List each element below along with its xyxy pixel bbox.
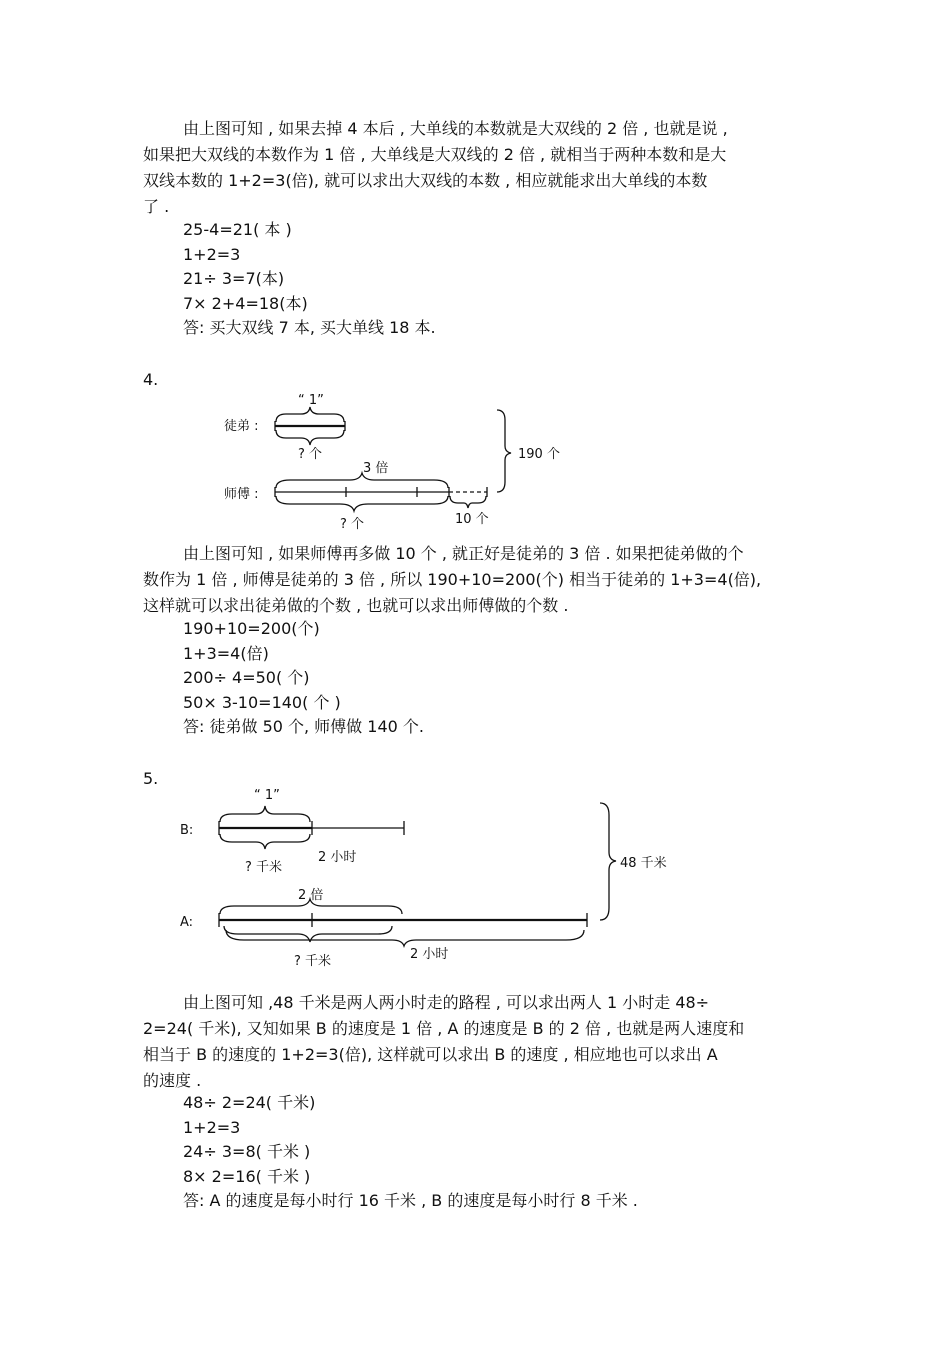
a-label: A:: [180, 915, 194, 930]
times-label: 3 倍: [363, 461, 389, 476]
times-label: 2 倍: [298, 888, 324, 903]
a-hours: 2 小时: [410, 947, 449, 962]
equation: 1+3=4(倍): [183, 643, 269, 663]
shifu-question: ? 个: [340, 517, 365, 532]
equation: 50× 3-10=140( 个 ): [183, 692, 341, 712]
answer-line: 答: 徒弟做 50 个, 师傅做 140 个.: [183, 717, 424, 736]
equation: 7× 2+4=18(本): [183, 293, 308, 313]
extra-label: 10 个: [455, 512, 489, 527]
brace-right: [600, 803, 616, 920]
total-label: 48 千米: [620, 856, 667, 871]
equation: 8× 2=16( 千米 ): [183, 1166, 311, 1186]
paragraph-line: 由上图可知 ,48 千米是两人两小时走的路程 , 可以求出两人 1 小时走 48÷: [183, 993, 710, 1012]
total-label: 190 个: [518, 447, 560, 462]
b-question: ? 千米: [245, 860, 283, 875]
paragraph-line: 由上图可知 , 如果师傅再多做 10 个 , 就正好是徒弟的 3 倍 . 如果把徒弟做的个: [183, 544, 744, 563]
equation: 190+10=200(个): [183, 619, 320, 638]
shifu-label: 师傅 :: [224, 487, 259, 502]
problem-number: 4.: [143, 370, 159, 389]
unit-one-label: “ 1”: [254, 788, 280, 803]
equation: 25-4=21( 本 ): [183, 220, 292, 239]
answer-line: 答: 买大双线 7 本, 买大单线 18 本.: [183, 318, 436, 337]
paragraph-line: 双线本数的 1+2=3(倍), 就可以求出大双线的本数 , 相应就能求出大单线的本数: [143, 171, 708, 190]
paragraph-line: 相当于 B 的速度的 1+2=3(倍), 这样就可以求出 B 的速度 , 相应地也可以求出 A: [143, 1045, 718, 1064]
b-hours: 2 小时: [318, 850, 357, 865]
paragraph-line: 2=24( 千米), 又知如果 B 的速度是 1 倍 , A 的速度是 B 的 2 倍 , 也就是两人速度和: [143, 1019, 745, 1038]
answer-line: 答: A 的速度是每小时行 16 千米 , B 的速度是每小时行 8 千米 .: [183, 1191, 638, 1210]
paragraph-line: 这样就可以求出徒弟做的个数 , 也就可以求出师傅做的个数 .: [143, 596, 569, 615]
paragraph-line: 数作为 1 倍 , 师傅是徒弟的 3 倍 , 所以 190+10=200(个) 相当于徒弟的 1+3=4(倍),: [143, 570, 762, 589]
equation: 1+2=3: [183, 244, 241, 264]
tudi-label: 徒弟 :: [224, 419, 259, 434]
equation: 48÷ 2=24( 千米): [183, 1093, 316, 1112]
paragraph-line: 的速度 .: [143, 1071, 202, 1090]
section5-paragraph: [143, 990, 803, 1094]
section5-equations: [183, 1091, 638, 1214]
a-question: ? 千米: [294, 954, 332, 969]
unit-one-label: “ 1”: [298, 393, 324, 408]
b-label: B:: [180, 823, 194, 838]
equation: 24÷ 3=8( 千米 ): [183, 1142, 311, 1161]
equation: 200÷ 4=50( 个): [183, 668, 310, 687]
problem-number: 5.: [143, 769, 159, 788]
brace-top: [220, 806, 310, 822]
equation: 21÷ 3=7(本): [183, 269, 285, 288]
equation: 1+2=3: [183, 1117, 241, 1137]
paragraph-line: 了 .: [143, 197, 170, 216]
paragraph-line: 如果把大双线的本数作为 1 倍 , 大单线是大双线的 2 倍 , 就相当于两种本数和是大: [143, 145, 727, 164]
brace-bottom: [220, 834, 310, 849]
tudi-question: ? 个: [298, 447, 323, 462]
brace-bottom: [226, 930, 584, 946]
paragraph-line: 由上图可知 , 如果去掉 4 本后 , 大单线的本数就是大双线的 2 倍 , 也就是说 ,: [183, 119, 728, 138]
